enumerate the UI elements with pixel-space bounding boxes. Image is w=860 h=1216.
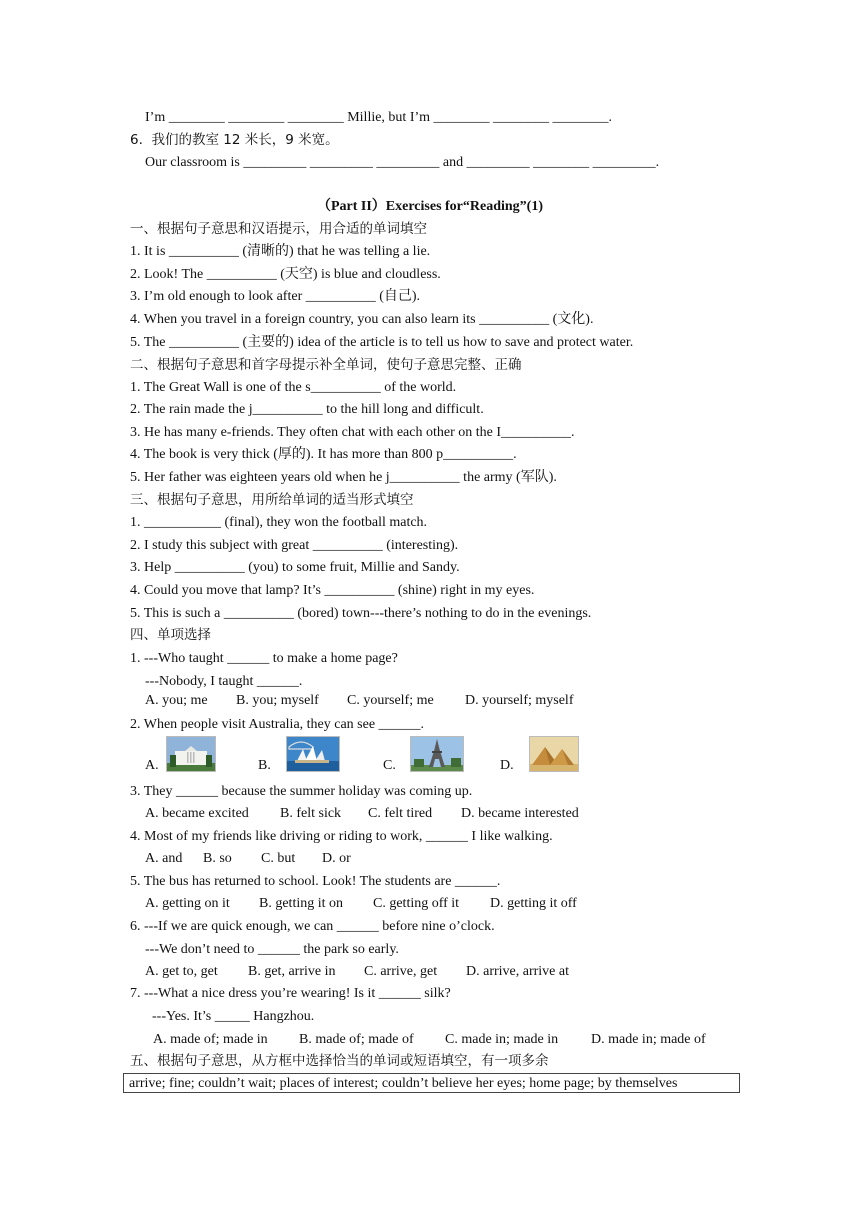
section-1-item: 5. The __________ (主要的) idea of the article is to tell us how to save and protect water. — [130, 335, 634, 350]
question-1: 1. ---Who taught ______ to make a home page? — [130, 651, 398, 666]
option-d[interactable]: D. arrive, arrive at — [466, 964, 569, 979]
section-2-item: 4. The book is very thick (厚的). It has more than 800 p__________. — [130, 447, 517, 462]
section-3-item: 1. ___________ (final), they won the football match. — [130, 515, 428, 530]
section-3-item: 5. This is such a __________ (bored) town---there’s nothing to do in the evenings. — [130, 606, 592, 621]
section-2-item: 1. The Great Wall is one of the s__________ of the world. — [130, 380, 457, 395]
section-4-heading: 四、单项选择 — [130, 627, 211, 643]
section-3-item: 2. I study this subject with great __________ (interesting). — [130, 538, 459, 553]
option-c[interactable]: C. getting off it — [373, 896, 460, 911]
section-1-item: 3. I’m old enough to look after __________ (自己). — [130, 289, 421, 304]
option-d[interactable]: D. became interested — [461, 806, 579, 821]
option-b[interactable]: B. so — [203, 851, 232, 866]
option-a[interactable]: A. made of; made in — [153, 1032, 268, 1047]
question-7-options — [153, 1031, 706, 1049]
option-a[interactable]: A. getting on it — [145, 896, 230, 911]
question-5: 5. The bus has returned to school. Look! The students are ______. — [130, 874, 501, 889]
option-b[interactable]: B. getting it on — [259, 896, 343, 911]
section-2-heading: 二、根据句子意思和首字母提示补全单词，使句子意思完整、正确 — [130, 357, 522, 373]
option-d[interactable]: D. getting it off — [490, 896, 577, 911]
eiffel-tower-icon — [410, 736, 464, 772]
question-6-prompt: 6. 我们的教室 12 米长，9 米宽。 — [130, 132, 339, 148]
question-1-reply: ---Nobody, I taught ______. — [145, 674, 303, 689]
question-7-reply: ---Yes. It’s _____ Hangzhou. — [152, 1009, 315, 1024]
option-b[interactable]: B. you; myself — [236, 693, 319, 708]
pyramids-icon — [529, 736, 579, 772]
word-bank-text: arrive; fine; couldn’t wait; places of interest; couldn’t believe her eyes; home page; by themselves — [129, 1076, 678, 1091]
option-b[interactable]: B. felt sick — [280, 806, 342, 821]
question-5-options — [145, 895, 577, 913]
sydney-opera-house-icon — [286, 736, 340, 772]
option-c[interactable]: C. yourself; me — [347, 693, 434, 708]
section-3-item: 4. Could you move that lamp? It’s __________ (shine) right in my eyes. — [130, 583, 535, 598]
question-4: 4. Most of my friends like driving or riding to work, ______ I like walking. — [130, 829, 553, 844]
question-4-options — [145, 850, 351, 868]
option-c[interactable]: C. felt tired — [368, 806, 433, 821]
question-6: 6. ---If we are quick enough, we can ______ before nine o’clock. — [130, 919, 495, 934]
option-d[interactable]: D. yourself; myself — [465, 693, 574, 708]
question-7: 7. ---What a nice dress you’re wearing! Is it ______ silk? — [130, 986, 451, 1001]
option-c[interactable]: C. made in; made in — [445, 1032, 559, 1047]
question-3-options — [145, 805, 579, 823]
white-house-icon — [166, 736, 216, 772]
option-a[interactable]: A. — [145, 758, 159, 773]
section-1-item: 4. When you travel in a foreign country, you can also learn its __________ (文化). — [130, 312, 594, 327]
section-3-heading: 三、根据句子意思，用所给单词的适当形式填空 — [130, 492, 414, 508]
section-5-heading: 五、根据句子意思，从方框中选择恰当的单词或短语填空，有一项多余 — [130, 1053, 549, 1069]
option-c[interactable]: C. but — [261, 851, 296, 866]
option-b[interactable]: B. get, arrive in — [248, 964, 336, 979]
word-bank-box — [123, 1073, 740, 1093]
section-1-item: 1. It is __________ (清晰的) that he was telling a lie. — [130, 244, 431, 259]
question-1-options — [145, 692, 573, 710]
question-6-options — [145, 963, 569, 981]
section-1-heading: 一、根据句子意思和汉语提示，用合适的单词填空 — [130, 221, 427, 237]
blank-sentence-5: I’m ________ ________ ________ Millie, but I’m ________ ________ ________. — [145, 110, 613, 125]
blank-sentence-6: Our classroom is _________ _________ _________ and _________ ________ _________. — [145, 155, 660, 170]
option-a[interactable]: A. you; me — [145, 693, 208, 708]
section-3-item: 3. Help __________ (you) to some fruit, Millie and Sandy. — [130, 560, 460, 575]
option-d[interactable]: D. or — [322, 851, 351, 866]
section-2-item: 2. The rain made the j__________ to the hill long and difficult. — [130, 402, 484, 417]
option-b[interactable]: B. — [258, 758, 271, 773]
option-b[interactable]: B. made of; made of — [299, 1032, 414, 1047]
option-d[interactable]: D. made in; made of — [591, 1032, 706, 1047]
option-a[interactable]: A. and — [145, 851, 183, 866]
section-2-item: 5. Her father was eighteen years old when he j__________ the army (军队). — [130, 470, 557, 485]
option-a[interactable]: A. became excited — [145, 806, 249, 821]
page-title: （Part II）Exercises for“Reading”(1) — [316, 199, 544, 214]
question-2: 2. When people visit Australia, they can see ______. — [130, 717, 425, 732]
option-d[interactable]: D. — [500, 758, 514, 773]
option-c[interactable]: C. — [383, 758, 396, 773]
section-1-item: 2. Look! The __________ (天空) is blue and cloudless. — [130, 267, 441, 282]
question-3: 3. They ______ because the summer holiday was coming up. — [130, 784, 473, 799]
section-2-item: 3. He has many e-friends. They often chat with each other on the I__________. — [130, 425, 575, 440]
option-c[interactable]: C. arrive, get — [364, 964, 438, 979]
option-a[interactable]: A. get to, get — [145, 964, 218, 979]
question-6-reply: ---We don’t need to ______ the park so early. — [145, 942, 399, 957]
